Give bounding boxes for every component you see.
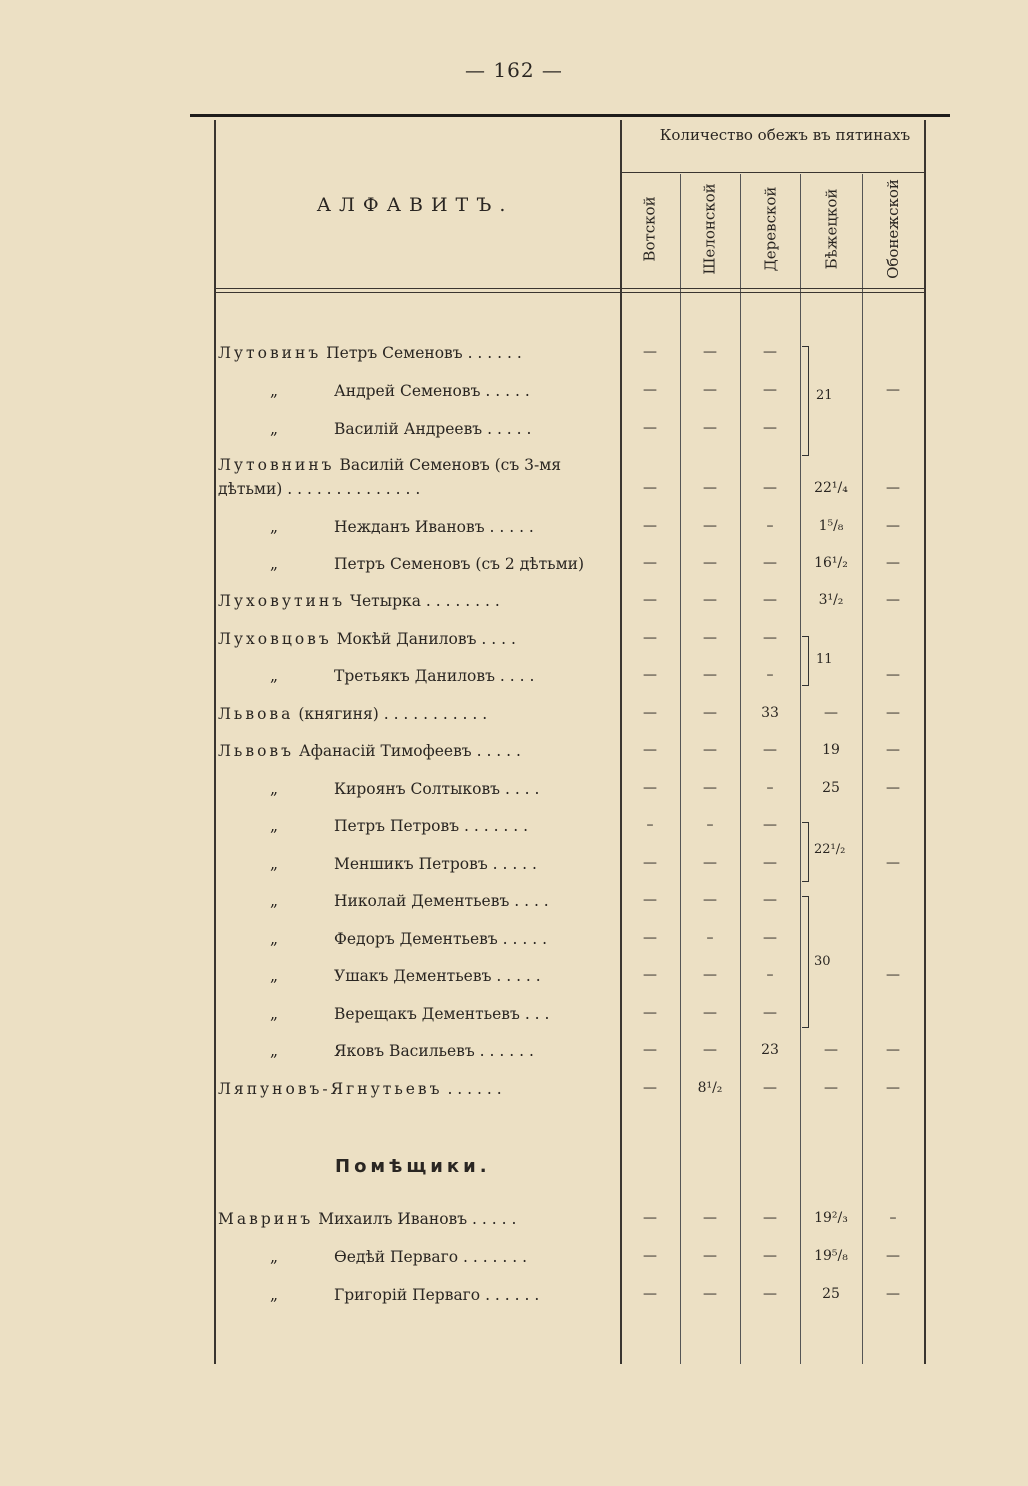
- table-cell: —: [886, 382, 900, 398]
- entry-name: [218, 705, 614, 723]
- entry-surname: Луховутинъ: [218, 592, 346, 610]
- table-cell: 23: [761, 1042, 779, 1058]
- top-rule: [190, 114, 950, 117]
- table-cell: —: [703, 1286, 717, 1302]
- table-cell: —: [703, 480, 717, 496]
- table-row: [190, 382, 920, 412]
- entry-given-name: Василій Андреевъ . . . . .: [334, 420, 532, 438]
- entry-surname: Лутовнинъ: [218, 456, 335, 474]
- ditto-mark: „: [270, 1286, 279, 1304]
- ditto-mark: „: [270, 855, 279, 873]
- table-cell: —: [886, 780, 900, 796]
- col-head-derevskoy: Деревской: [761, 186, 779, 272]
- table-cell: —: [643, 420, 657, 436]
- table-cell: —: [763, 420, 777, 436]
- ditto-mark: „: [270, 1005, 279, 1023]
- ditto-mark: „: [270, 780, 279, 798]
- entry-given-name: Петръ Петровъ . . . . . . .: [334, 817, 529, 835]
- table-row: [190, 592, 920, 622]
- table-cell: –: [706, 817, 714, 833]
- table-cell: —: [643, 855, 657, 871]
- entry-given-name: Ушакъ Дементьевъ . . . . .: [334, 967, 541, 985]
- table-cell: –: [889, 1210, 897, 1226]
- table-cell: 3¹/₂: [818, 592, 844, 608]
- table-cell: –: [766, 967, 774, 983]
- ditto-mark: „: [270, 1042, 279, 1060]
- table-cell: —: [703, 344, 717, 360]
- table-cell: —: [643, 630, 657, 646]
- table-cell: —: [643, 1005, 657, 1021]
- entry-given-name: Четырка . . . . . . . .: [350, 592, 500, 610]
- table-cell: —: [703, 1005, 717, 1021]
- table-row: [190, 1248, 920, 1278]
- table-row: [190, 1286, 920, 1316]
- table-cell: —: [703, 967, 717, 983]
- ditto-mark: „: [270, 382, 279, 400]
- table-cell: —: [643, 518, 657, 534]
- page-number: — 162 —: [465, 58, 563, 82]
- table-cell: —: [886, 555, 900, 571]
- entry-given-name: (княгиня) . . . . . . . . . . .: [298, 705, 488, 723]
- table-cell: —: [643, 344, 657, 360]
- qty-header-rule: [620, 172, 926, 173]
- table-cell: —: [763, 630, 777, 646]
- table-cell: —: [763, 817, 777, 833]
- table-cell: —: [643, 382, 657, 398]
- ditto-mark: „: [270, 555, 279, 573]
- table-cell: —: [763, 892, 777, 908]
- table-cell: —: [763, 1286, 777, 1302]
- table-cell: 1⁵/₈: [818, 518, 844, 534]
- table-cell: —: [824, 1042, 838, 1058]
- entry-given-name: Андрей Семеновъ . . . . .: [334, 382, 530, 400]
- table-row: [190, 780, 920, 810]
- table-cell: 22¹/₄: [814, 480, 848, 496]
- brace-group-1: [802, 346, 809, 456]
- table-cell: —: [703, 592, 717, 608]
- entry-surname: Ляпуновъ-Ягнутьевъ: [218, 1080, 443, 1098]
- ditto-mark: „: [270, 420, 279, 438]
- alphabet-header: АЛФАВИТЪ.: [316, 194, 514, 216]
- table-cell: —: [763, 555, 777, 571]
- table-row: [190, 705, 920, 735]
- table-cell: —: [824, 705, 838, 721]
- table-row: [190, 967, 920, 997]
- table-cell: —: [824, 1080, 838, 1096]
- table-cell: —: [643, 592, 657, 608]
- entry-given-name: Василій Семеновъ (съ 3-мя: [339, 456, 562, 474]
- table-cell: —: [763, 1080, 777, 1096]
- right-border: [924, 120, 926, 1364]
- table-cell: —: [763, 344, 777, 360]
- table-cell: 8¹/₂: [697, 1080, 723, 1096]
- table-cell: –: [766, 518, 774, 534]
- ditto-mark: „: [270, 518, 279, 536]
- table-cell: —: [703, 667, 717, 683]
- table-cell: —: [763, 480, 777, 496]
- table-cell: —: [643, 1248, 657, 1264]
- table-cell: 25: [822, 780, 840, 796]
- table-row: [190, 1210, 920, 1240]
- table-cell: —: [643, 555, 657, 571]
- table-cell: —: [763, 1210, 777, 1226]
- ditto-mark: „: [270, 817, 279, 835]
- table-cell: —: [703, 705, 717, 721]
- table-cell: —: [703, 382, 717, 398]
- table-cell: 16¹/₂: [814, 555, 848, 571]
- entry-surname: Львовъ: [218, 742, 295, 760]
- table-cell: —: [703, 630, 717, 646]
- table-row: [190, 1005, 920, 1035]
- group-value-1: 21: [816, 388, 833, 403]
- ditto-mark: „: [270, 667, 279, 685]
- table-cell: —: [886, 1248, 900, 1264]
- entry-given-name: Афанасій Тимофеевъ . . . . .: [298, 742, 521, 760]
- table-row: [190, 930, 920, 960]
- table-cell: —: [886, 742, 900, 758]
- table-cell: —: [886, 705, 900, 721]
- group-value-2: 11: [816, 652, 833, 667]
- table-cell: —: [643, 1080, 657, 1096]
- entry-surname: Мавринъ: [218, 1210, 314, 1228]
- entry-name: [218, 592, 614, 610]
- table-row: [190, 555, 920, 585]
- entry-given-name: Михаилъ Ивановъ . . . . .: [318, 1210, 517, 1228]
- col-head-shelonskoy: Шелонской: [701, 183, 720, 275]
- entry-given-name: Петръ Семеновъ (съ 2 дѣтьми): [334, 555, 585, 573]
- table-row: [190, 480, 920, 510]
- table-row: [190, 630, 920, 660]
- table-cell: —: [886, 967, 900, 983]
- table-row: [190, 420, 920, 450]
- col-head-obonezhskoy: Обонежской: [884, 179, 902, 279]
- table-cell: –: [766, 667, 774, 683]
- entry-given-name: . . . . . .: [447, 1080, 502, 1098]
- table-cell: —: [703, 855, 717, 871]
- table-row: [190, 1080, 920, 1110]
- group-value-3: 22¹/₂: [814, 842, 846, 857]
- table-cell: –: [646, 817, 654, 833]
- table-cell: —: [703, 742, 717, 758]
- table-cell: —: [643, 967, 657, 983]
- entry-name: [218, 344, 614, 362]
- entry-name: [218, 1210, 614, 1228]
- table-cell: —: [886, 1080, 900, 1096]
- table-cell: —: [643, 1042, 657, 1058]
- ditto-mark: „: [270, 967, 279, 985]
- table-cell: 19: [822, 742, 840, 758]
- entry-name: [218, 742, 614, 760]
- table-cell: —: [763, 382, 777, 398]
- entry-name: [218, 1080, 614, 1098]
- entry-name: [218, 456, 614, 474]
- table-row: [190, 1042, 920, 1072]
- table-cell: —: [703, 1210, 717, 1226]
- table-cell: —: [763, 742, 777, 758]
- table-cell: —: [703, 420, 717, 436]
- entry-given-name: Петръ Семеновъ . . . . . .: [326, 344, 522, 362]
- col-head-bezhetskoy: Бѣжецкой: [822, 188, 841, 270]
- entry-name: [218, 480, 614, 498]
- table-cell: —: [886, 592, 900, 608]
- table-cell: —: [643, 705, 657, 721]
- brace-group-2: [802, 636, 809, 686]
- table-cell: —: [643, 667, 657, 683]
- quantity-header: Количество обежъ въ пятинахъ: [659, 126, 911, 144]
- table-row: [190, 344, 920, 374]
- table-cell: —: [886, 855, 900, 871]
- entry-given-name: Ѳедѣй Перваго . . . . . . .: [334, 1248, 528, 1266]
- table-cell: —: [763, 930, 777, 946]
- header-rule-2: [214, 292, 926, 293]
- table-cell: —: [703, 518, 717, 534]
- table-cell: —: [886, 1286, 900, 1302]
- group-value-4: 30: [814, 954, 831, 969]
- table-row: [190, 518, 920, 548]
- ditto-mark: „: [270, 930, 279, 948]
- table-cell: —: [703, 1042, 717, 1058]
- entry-given-name: Нежданъ Ивановъ . . . . .: [334, 518, 534, 536]
- table-row: [190, 817, 920, 847]
- section-title: Помѣщики.: [335, 1156, 491, 1177]
- ditto-mark: „: [270, 1248, 279, 1266]
- table-row: [190, 742, 920, 772]
- table-cell: —: [763, 592, 777, 608]
- entry-given-name: Николай Дементьевъ . . . .: [334, 892, 549, 910]
- entry-given-name: Меншикъ Петровъ . . . . .: [334, 855, 537, 873]
- entry-given-name: Кироянъ Солтыковъ . . . .: [334, 780, 540, 798]
- table-cell: 19⁵/₈: [814, 1248, 848, 1264]
- table-row: [190, 892, 920, 922]
- entry-given-name: Яковъ Васильевъ . . . . . .: [334, 1042, 534, 1060]
- table-cell: —: [763, 855, 777, 871]
- table-cell: —: [643, 1286, 657, 1302]
- brace-group-4: [802, 896, 809, 1028]
- table-cell: —: [886, 667, 900, 683]
- table-cell: —: [703, 1248, 717, 1264]
- header-rule-1: [214, 288, 926, 289]
- ditto-mark: „: [270, 892, 279, 910]
- table-cell: —: [886, 1042, 900, 1058]
- table-cell: —: [763, 1248, 777, 1264]
- entry-given-name: дѣтьми) . . . . . . . . . . . . . .: [218, 480, 421, 498]
- table-cell: —: [703, 780, 717, 796]
- table-cell: —: [643, 930, 657, 946]
- table-cell: —: [886, 480, 900, 496]
- entry-surname: Лутовинъ: [218, 344, 322, 362]
- register-table: [190, 114, 952, 1364]
- table-cell: —: [703, 555, 717, 571]
- table-cell: —: [643, 780, 657, 796]
- brace-group-3: [802, 822, 809, 882]
- table-row: [190, 855, 920, 885]
- table-cell: —: [643, 742, 657, 758]
- entry-name: [218, 630, 614, 648]
- table-cell: —: [886, 518, 900, 534]
- table-cell: 33: [761, 705, 779, 721]
- table-cell: 25: [822, 1286, 840, 1302]
- col-head-votskoy: Вотской: [641, 196, 659, 262]
- entry-given-name: Третьякъ Даниловъ . . . .: [334, 667, 535, 685]
- table-cell: –: [706, 930, 714, 946]
- entry-given-name: Верещакъ Дементьевъ . . .: [334, 1005, 550, 1023]
- entry-given-name: Григорій Перваго . . . . . .: [334, 1286, 540, 1304]
- entry-given-name: Мокѣй Даниловъ . . . .: [336, 630, 516, 648]
- table-cell: —: [703, 892, 717, 908]
- entry-surname: Львова: [218, 705, 294, 723]
- table-cell: —: [643, 480, 657, 496]
- table-row: [190, 667, 920, 697]
- table-cell: —: [643, 892, 657, 908]
- entry-surname: Луховцовъ: [218, 630, 332, 648]
- table-cell: –: [766, 780, 774, 796]
- entry-given-name: Федоръ Дементьевъ . . . . .: [334, 930, 548, 948]
- table-cell: —: [763, 1005, 777, 1021]
- table-cell: —: [643, 1210, 657, 1226]
- table-cell: 19²/₃: [814, 1210, 848, 1226]
